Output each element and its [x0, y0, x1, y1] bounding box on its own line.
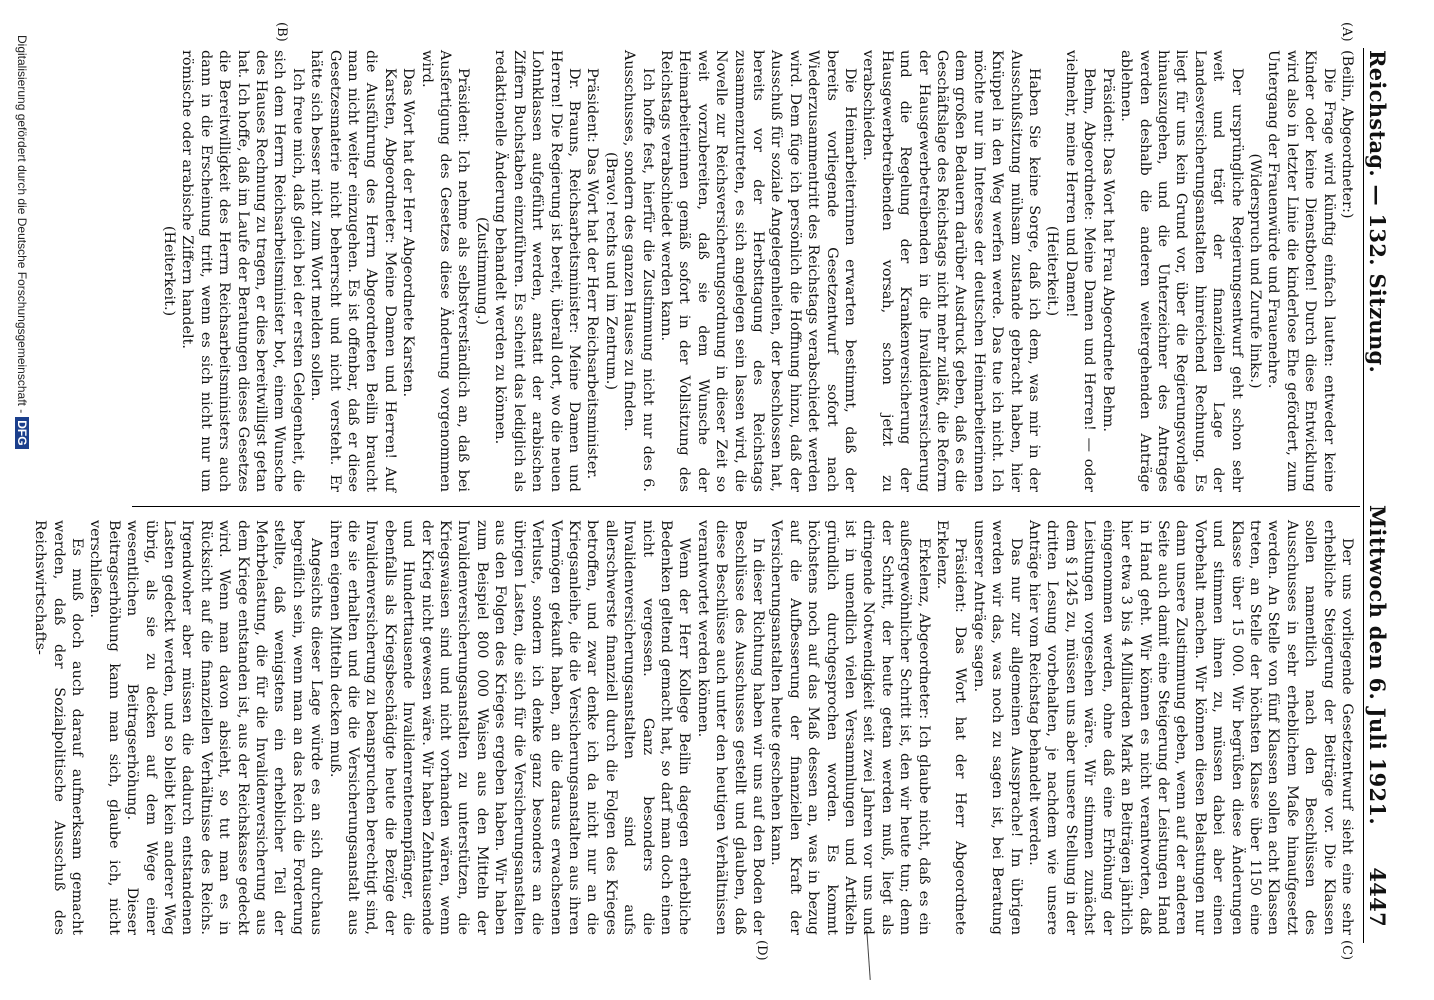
speech-start: Karsten, Abgeordneter: Meine Damen und Herren! Auf die Ausführung des Herrn Abgeordneten Beilin braucht man nicht weiter einzugehen. Es ist offenbar, daß er diese Gesetzesmaterie nicht beherrscht und nicht versteht. Er hätte sich besser nicht zum Wort melden sollen. — [308, 50, 398, 492]
running-header-left — [1360, 50, 1390, 510]
paragraph: Angesichts dieser Lage würde es an sich durchaus begreiflich sein, wenn man an das Reich die Forderung stellte, daß wenigstens ein erheblicher Teil der Mehrbelastung, die für die Invalidenversicherung aus dem Kriege entstanden ist, aus der Reichskasse gedeckt wird. Wenn man davon absieht, so tut man es in Rücksicht auf die finanziellen Verhältnisse des Reichs. Irgendwoher aber müssen die dadurch entstandenen Lasten gedeckt werden, und so bleibt kein anderer Weg übrig, als sie zu decken auf dem Wege einer wesentlichen Beitragserhöhung. Dieser Beitragserhöhung kann man sich, glaube ich, nicht verschließen. — [87, 520, 325, 935]
speech-start: Erkelenz, Abgeordneter: Ich glaube nicht, daß es ein außergewöhnlicher Schritt ist, den wir heute tun; denn der Schritt, der heute getan werden muß, liegt als dringende Notwendigkeit seit zwei Jahren vor uns und ist in unendlich vielen Versammlungen und Artikeln gründlich durchgesprochen worden. Es kommt höchstens noch auf das Maß dessen an, was in bezug auf die Aufbesserung der finanziellen Kraft der Versicherungsanstalten heute geschehen kann. — [768, 520, 932, 935]
interjection: (Widerspruch und Zurufe links.) — [1246, 153, 1263, 389]
speaker-continuation: (Beilin, Abgeordneter:) — [1339, 50, 1355, 219]
pencil-mark — [866, 930, 870, 980]
header-right-text: Mittwoch den 6. Juli 1921. — [1365, 505, 1390, 825]
marker-d: (D) — [754, 940, 769, 961]
president-remark: Präsident: Das Wort hat der Herr Abgeordnete Erkelenz. — [934, 520, 969, 935]
left-column — [131, 50, 1356, 492]
paragraph: Das Wort hat der Herr Abgeordnete Karsten. — [400, 68, 417, 398]
paragraph: Das nur zur allgemeinen Aussprache! Im übrigen werden wir das, was noch zu sagen ist, bei Beratung unserer Anträge sagen. — [970, 520, 1024, 935]
paragraph: Der ursprüngliche Regierungsentwurf geht schon sehr weit und trägt der finanziellen Lage der Landesversicherungsanstalten hinreichend Rechnung. Es liegt für uns kein Grund vor, über die Regierungsvorlage hinauszugehen, und die Unterzeichner des Antrages werden deshalb die anderen weitergehenden Anträge ablehnen. — [1118, 50, 1245, 492]
president-remark: Präsident: Ich nehme als selbstverständlich an, daß bei Ausfertigung des Gesetzes diese Änderung vorgenommen wird. — [418, 50, 472, 492]
dfg-logo: DFG — [15, 417, 29, 448]
paragraph: Haben Sie keine Sorge, daß ich dem, was mir in der Ausschußsitzung mühsam zustande gebracht haben, hier Knüppel in den Weg werfen werde. Das tue ich nicht. Ich möchte nur im Interesse der deutschen Heimarbeiterinnen dem großen Bedauern darüber Ausdruck geben, daß es die Geschäftslage des Reichstags nicht mehr zuläßt, die Reform der Hausgewerbetreibenden in die Invalidenversicherung und die Regelung der Krankenversicherung der Hausgewerbetreibenden vorsah, schon jetzt zu verabschieden. — [860, 50, 1043, 492]
digitization-text: Digitalisierung gefördert durch die Deutsche Forschungsgemeinschaft - — [15, 35, 29, 414]
interjection: (Heiterkeit.) — [1044, 225, 1061, 317]
right-column — [32, 520, 1356, 935]
paragraph: Es muß doch auch darauf aufmerksam gemacht werden, daß der Sozialpolitische Ausschuß des Reichswirtschafts- — [32, 520, 85, 935]
interjection: (Zustimmung.) — [473, 217, 490, 325]
speech-start: Dr. Brauns, Reichsarbeitsminister: Meine Damen und Herren! Die Regierung ist bereit, überall dort, wo die neuen Lohnklassen aufgeführt werden, anstatt der arabischen Ziffern Buchstaben einzuführen. Es scheint das lediglich als redaktionelle Änderung behandelt werden zu können. — [492, 50, 582, 492]
speech-start: Behm, Abgeordnete: Meine Damen und Herren! — oder vielmehr, meine Herren und Damen! — [1062, 50, 1098, 492]
president-remark: Präsident: Das Wort hat Frau Abgeordnete Behm. — [1099, 68, 1116, 432]
paragraph: Der uns vorliegende Gesetzentwurf sieht eine sehr erhebliche Steigerung der Beiträge vor. Die Klassen sollen namentlich nach den Beschlüssen des Ausschusses in sehr erheblichem Maße hinaufgesetzt werden. An Stelle von fünf Klassen sollen acht Klassen treten, an Stelle der höchsten Klasse über 1150 eine Klasse über 15 000. Wir begrüßen diese Änderungen und stimmen ihnen zu, müssen dabei aber einen Vorbehalt machen. Wir können diesen Belastungen nur dann unsere Zustimmung geben, wenn auf der anderen Seite auch damit eine Steigerung der Leistungen Hand in Hand geht. Wir können es nicht verantworten, daß hier etwa 3 bis 4 Milliarden Mark an Beiträgen jährlich eingenommen werden, ohne daß eine Erhöhung der Leistungen vorgesehen wäre. Wir stimmen zunächst dem § 1245 zu, müssen uns aber unsere Stellung in der dritten Lesung vorbehalten, je nachdem wie unsere Anträge hier vom Reichstag behandelt werden. — [1026, 520, 1355, 935]
marker-b: (B) — [274, 22, 289, 42]
paragraph: Ich freue mich, daß gleich bei der ersten Gelegenheit, die sich dem Herrn Reichsarbeitsminister bot, einem Wunsche des Hauses Rechnung zu tragen, er dies bereitwilligst getan hat. Ich hoffe, daß im Laufe der Beratungen dieses Gesetzes die Bereitwilligkeit des Herrn Reichsarbeitsministers auch dann in die Erscheinung tritt, wenn es sich nicht nur um römische oder arabische Ziffern handelt. — [179, 50, 306, 492]
digitization-note — [15, 35, 29, 449]
header-rule — [1363, 48, 1364, 943]
column-divider — [132, 506, 1360, 507]
page-number: 4447 — [1365, 867, 1390, 927]
marker-c: (C) — [1339, 940, 1354, 961]
paragraph: Die Frage wird künftig einfach lauten: entweder keine Kinder oder keine Dienstboten! Durch diese Entwicklung wird also in letzter Linie die kinderlose Ehe gefördert, zum Untergang der Frauenwürde und Frauenehre. — [1265, 50, 1337, 492]
interjection: (Bravo! rechts und im Zentrum.) — [602, 152, 619, 390]
paragraph: Die Heimarbeiterinnen erwarten bestimmt, daß der bereits vorliegende Gesetzentwurf sofort nach Wiederzusammentritt des Reichstags verabschiedet werden wird. Dem füge ich persönlich die Hoffnung hinzu, daß der Ausschuß für soziale Angelegenheiten, der beschlossen hat, bereits vor der Herbsttagung des Reichstags zusammenzutreten, es sich angelegen sein lassen wird, die Novelle zur Reichsversicherungsordnung in dieser Zeit so weit vorzubereiten, daß sie dem Wunsche der Heimarbeiterinnen gemäß sofort in der Vollsitzung des Reichstags verabschiedet werden kann. — [657, 50, 859, 492]
running-header-right — [1360, 505, 1390, 935]
header-left-text: Reichstag. — 132. Sitzung. — [1365, 50, 1390, 374]
paragraph: Ich hoffe fest, hierfür die Zustimmung nicht nur des 6. Ausschusses, sondern des ganzen Hauses zu finden. — [621, 50, 656, 492]
president-remark: Präsident: Das Wort hat der Herr Reichsarbeitsminister. — [584, 68, 601, 480]
paragraph: In dieser Richtung haben wir uns auf den Boden der Beschlüsse des Ausschusses gestellt und glauben, daß diese Beschlüsse auch unter den heutigen Verhältnissen verantwortet werden können. — [694, 520, 766, 935]
marker-a: (A) — [1339, 22, 1354, 42]
interjection: (Heiterkeit.) — [161, 225, 177, 317]
paragraph: Wenn der Herr Kollege Beilin dagegen erhebliche Bedenken geltend gemacht hat, so darf man doch einen nicht vergessen. Ganz besonders die Invalidenversicherungsanstalten sind aufs allerschwerste finanziell durch die Folgen des Krieges betroffen, und zwar denke ich da nicht nur an die Kriegsanleihe, die die Versicherungsanstalten aus ihren Vermögen gekauft haben, an die daraus erwachsenen Verluste, sondern ich denke ganz besonders an die übrigen Lasten, die sich für die Versicherungsanstalten aus den Folgen des Krieges ergeben haben. Wir haben zum Beispiel 800 000 Waisen aus den Mitteln der Invalidenversicherungsanstalten zu unterstützen, die Kriegswaisen sind und nicht vorhanden wären, wenn der Krieg nicht gewesen wäre. Wir haben Zehntausende und Hunderttausende Invalidenrentenempfänger, die ebenfalls als Kriegsbeschädigte heute die Bezüge der Invalidenversicherung zu beanspruchen berechtigt sind, die sie erhalten und die die Versicherungsanstalt aus ihren eigenen Mitteln decken muß. — [326, 520, 693, 935]
